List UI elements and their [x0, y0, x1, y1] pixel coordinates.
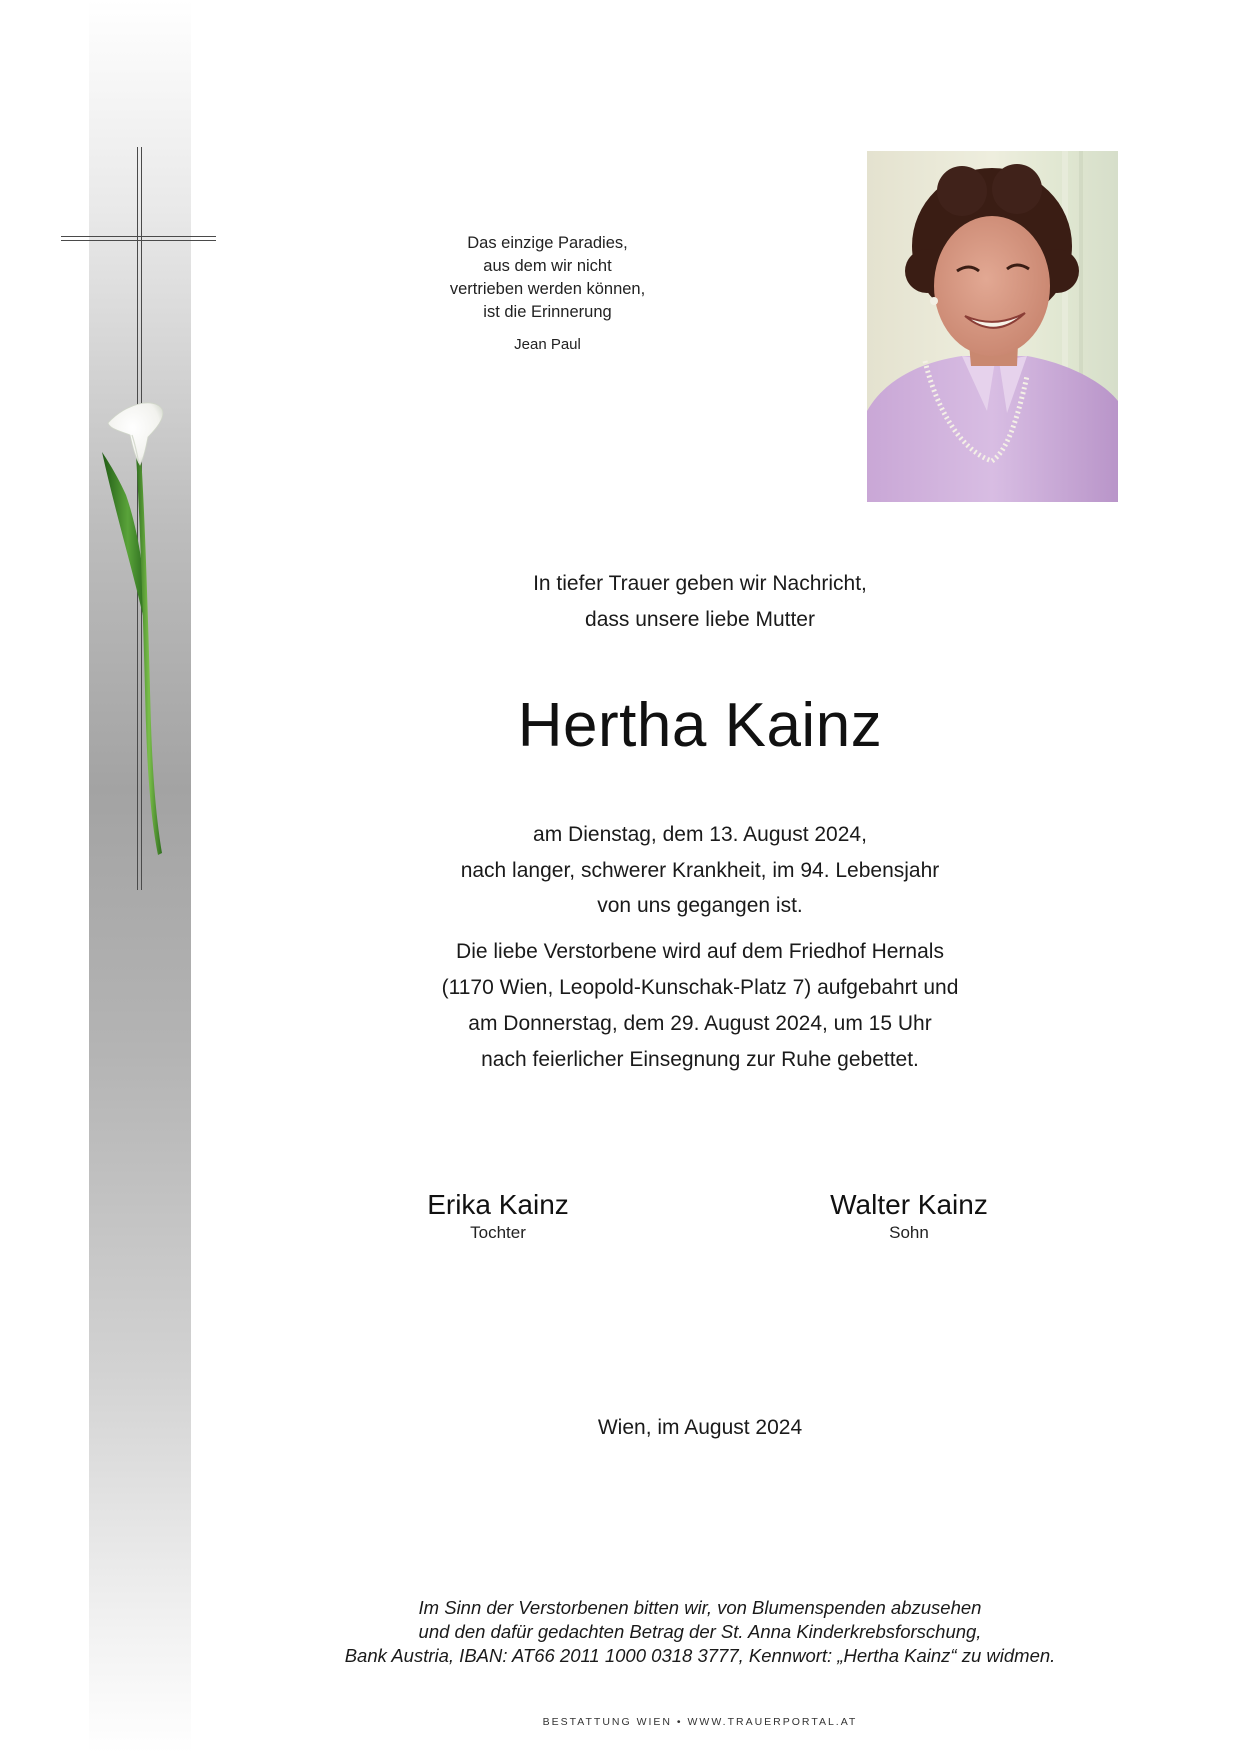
- death-details: [380, 817, 1020, 924]
- funeral-details: [380, 934, 1020, 1078]
- funeral-line: nach feierlicher Einsegnung zur Ruhe gebettet.: [481, 1048, 919, 1071]
- mourner-son: [779, 1188, 1039, 1244]
- intro-line: dass unsere liebe Mutter: [585, 608, 815, 631]
- death-line: am Dienstag, dem 13. August 2024,: [533, 823, 867, 846]
- mourner-name: Walter Kainz: [830, 1189, 988, 1220]
- portrait-photo: [867, 151, 1118, 502]
- quote-author: Jean Paul: [514, 336, 581, 353]
- funeral-line: am Donnerstag, dem 29. August 2024, um 15 Uhr: [468, 1012, 932, 1035]
- funeral-line: Die liebe Verstorbene wird auf dem Friedhof Hernals: [456, 940, 944, 963]
- intro-line: In tiefer Trauer geben wir Nachricht,: [533, 572, 867, 595]
- footer-credit: BESTATTUNG WIEN • WWW.TRAUERPORTAL.AT: [542, 1716, 858, 1728]
- lily-icon: [96, 395, 196, 865]
- donation-line: Bank Austria, IBAN: AT66 2011 1000 0318 3777, Kennwort: „Hertha Kainz“ zu widmen.: [344, 1645, 1056, 1666]
- deceased-name: Hertha Kainz: [517, 691, 883, 760]
- announcement-intro: [400, 566, 1000, 638]
- quote-line: aus dem wir nicht: [483, 257, 612, 275]
- mourner-role: Sohn: [889, 1223, 929, 1242]
- death-line: nach langer, schwerer Krankheit, im 94. Lebensjahr: [460, 858, 940, 882]
- cross-icon-bar: [61, 236, 216, 241]
- quote-line: Das einzige Paradies,: [467, 234, 628, 252]
- quote-line: vertrieben werden können,: [449, 280, 646, 298]
- mourner-role: Tochter: [470, 1223, 526, 1242]
- death-line: von uns gegangen ist.: [597, 894, 803, 917]
- funeral-line: (1170 Wien, Leopold-Kunschak-Platz 7) aufgebahrt und: [441, 976, 959, 999]
- mourner-daughter: [368, 1188, 628, 1244]
- quote-line: ist die Erinnerung: [483, 303, 612, 321]
- donation-request: [300, 1596, 1100, 1668]
- memorial-quote: [420, 232, 675, 356]
- mourner-name: Erika Kainz: [427, 1189, 569, 1220]
- place-date: Wien, im August 2024: [597, 1416, 803, 1439]
- donation-line: und den dafür gedachten Betrag der St. Anna Kinderkrebsforschung,: [418, 1621, 982, 1642]
- donation-line: Im Sinn der Verstorbenen bitten wir, von Blumenspenden abzusehen: [418, 1597, 982, 1618]
